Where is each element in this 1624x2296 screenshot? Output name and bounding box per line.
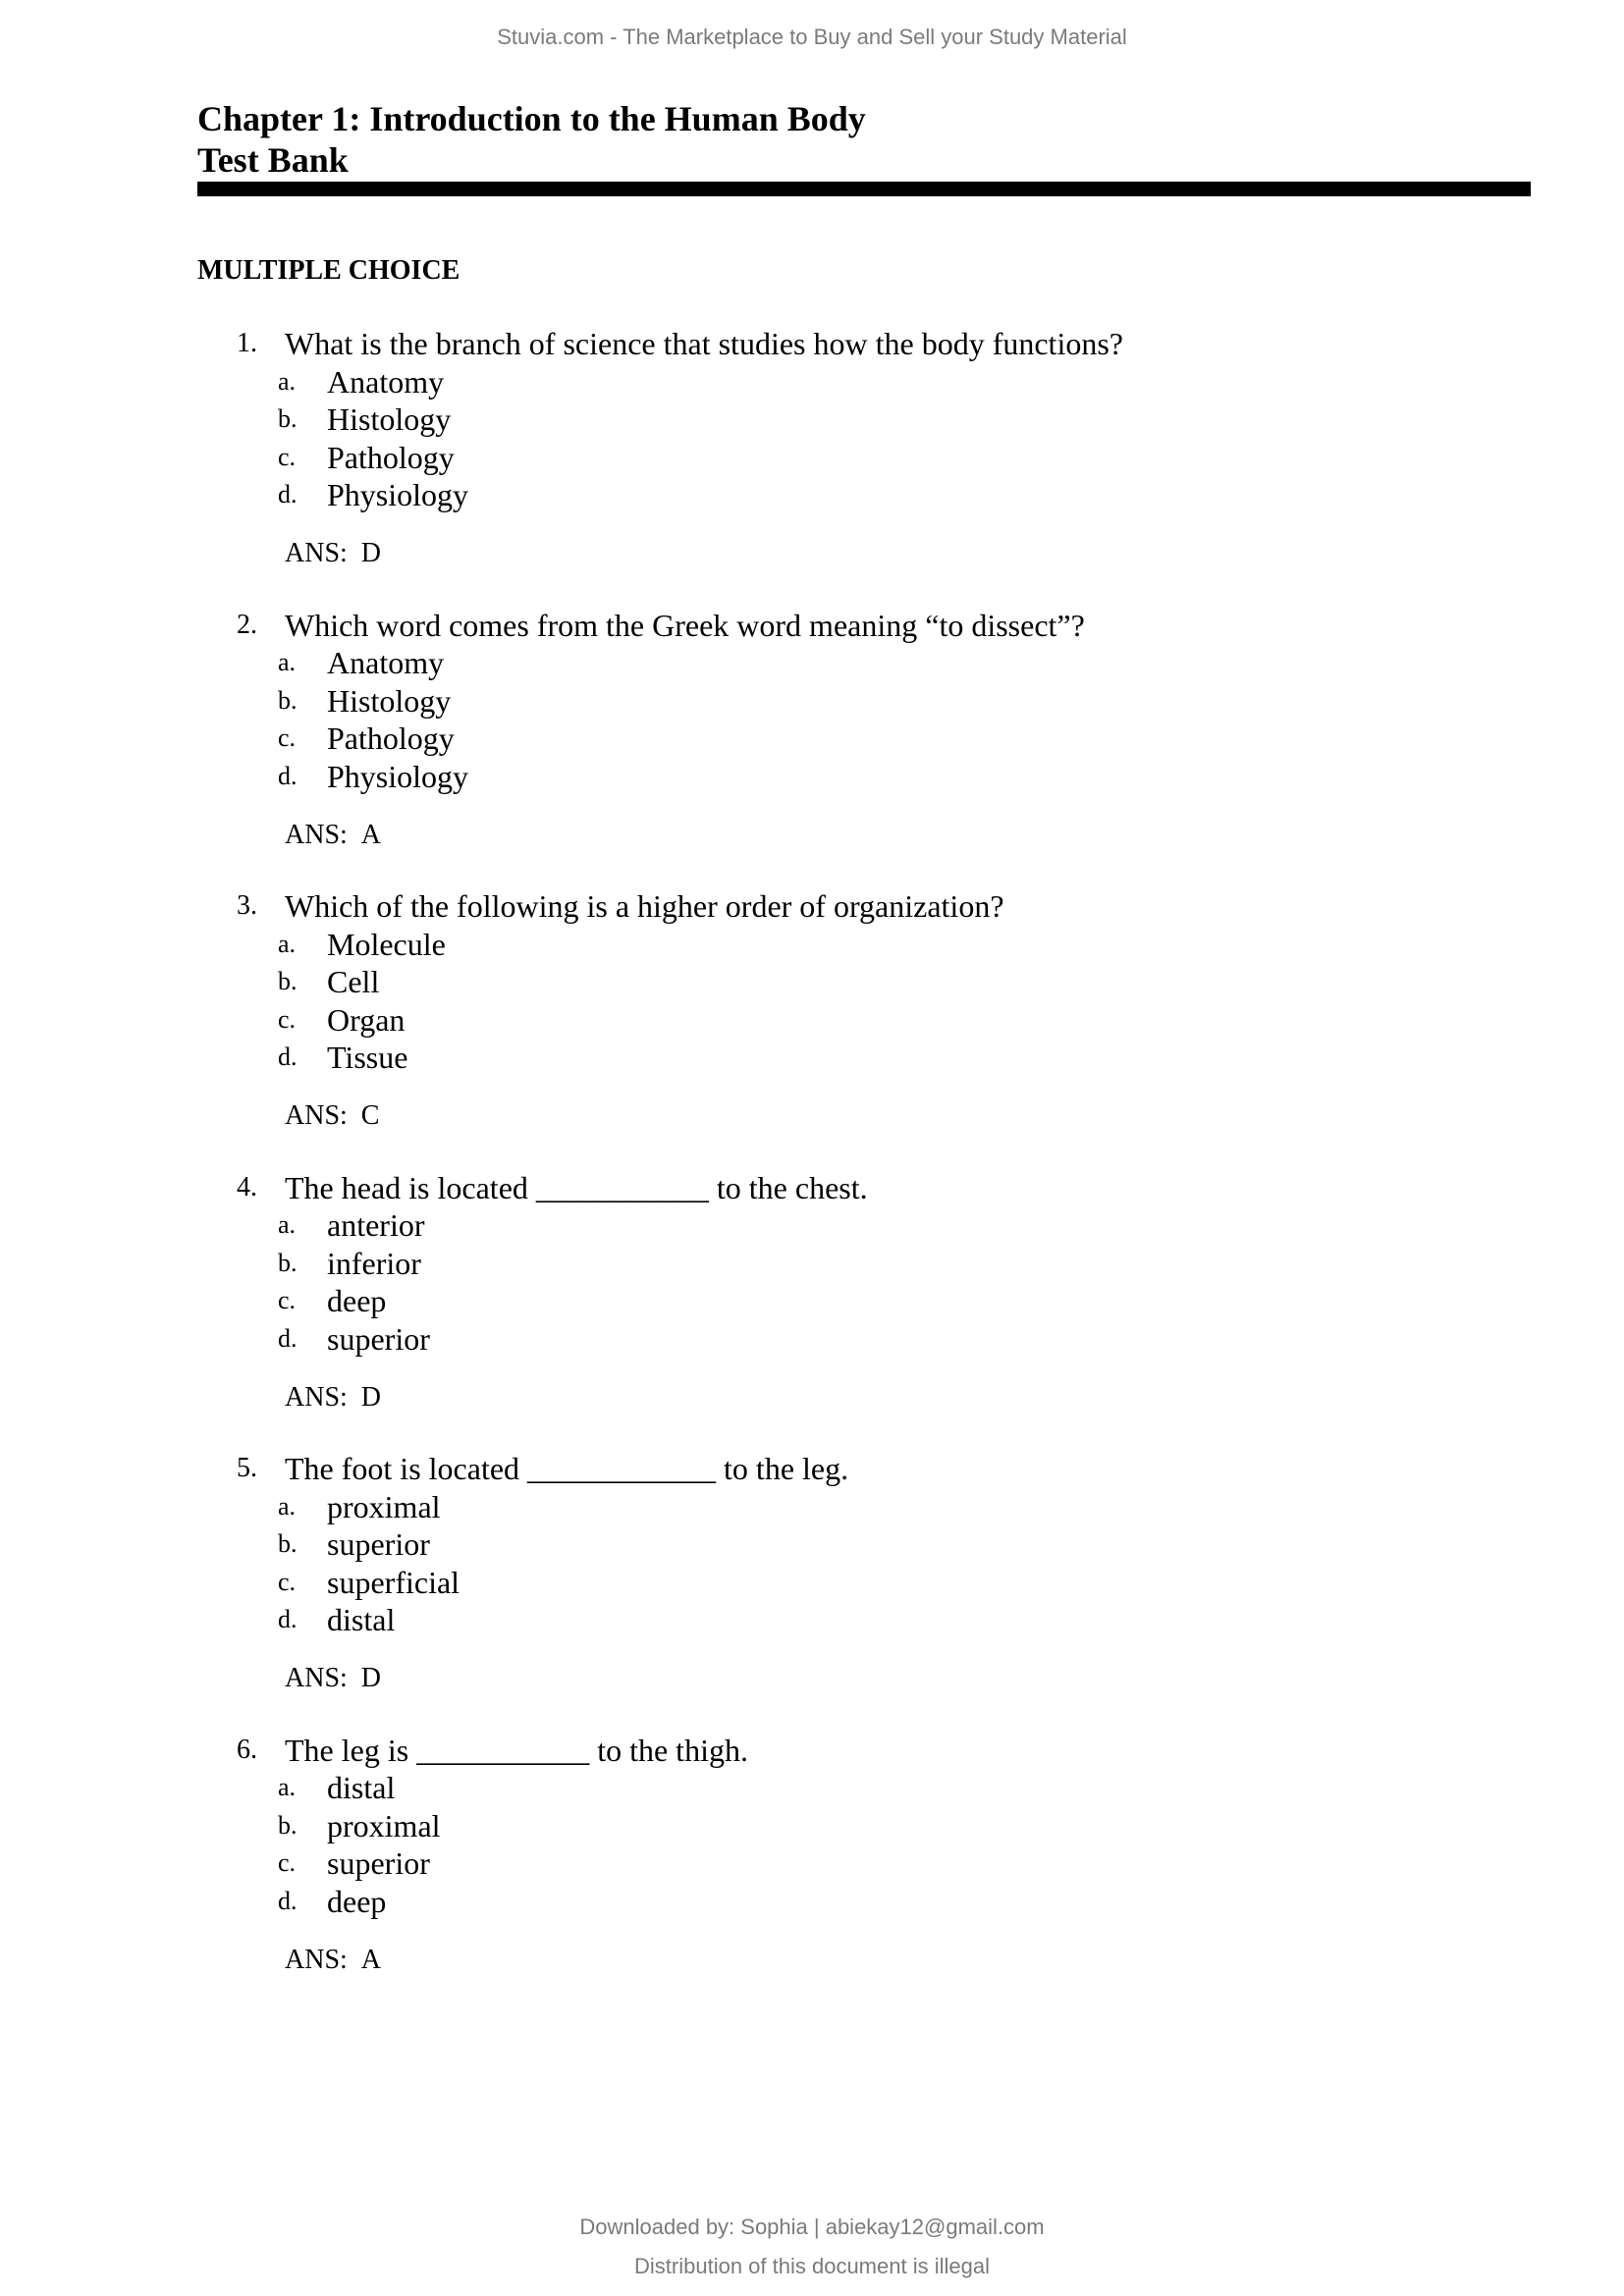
option-text: Histology (327, 682, 452, 719)
question-number: 3. (237, 890, 257, 921)
ans-label: ANS: (285, 1381, 348, 1413)
ans-value: D (360, 1663, 382, 1693)
title-divider (197, 182, 1531, 196)
question-text: Which of the following is a higher order of organization? (285, 888, 1004, 924)
option-text: proximal (327, 1488, 441, 1524)
question-number: 2. (237, 609, 257, 640)
option-text: Anatomy (327, 645, 445, 680)
question-text: The head is located ___________ to the chest. (285, 1169, 868, 1205)
option-text: superior (327, 1526, 430, 1562)
option-text: Organ (327, 1001, 406, 1038)
page-title (197, 98, 866, 181)
option-letter: a. (278, 366, 297, 396)
question-text: The foot is located ____________ to the leg. (285, 1451, 849, 1486)
option-text: superficial (327, 1564, 460, 1600)
question-number: 1. (237, 328, 257, 358)
ans-label: ANS: (285, 1944, 348, 1975)
option-text: distal (327, 1602, 396, 1637)
answer-key (285, 1379, 381, 1417)
option-text: deep (327, 1283, 387, 1318)
option-letter: a. (278, 1210, 297, 1239)
section-heading: MULTIPLE CHOICE (197, 255, 460, 286)
answer-key (285, 1660, 381, 1698)
option-text: Molecule (327, 926, 446, 962)
ans-label: ANS: (285, 538, 348, 568)
answer-key (285, 1942, 381, 1980)
ans-label: ANS: (285, 1663, 348, 1693)
option-letter: a. (278, 929, 297, 958)
question-number: 5. (237, 1453, 257, 1483)
option-letter: c. (278, 1848, 297, 1877)
option-text: Cell (327, 964, 380, 999)
question-item (0, 1732, 1624, 2013)
title-chapter: Chapter 1: Introduction to the Human Body (197, 99, 866, 138)
option-letter: d. (278, 1886, 298, 1915)
ans-label: ANS: (285, 1100, 348, 1131)
option-letter: b. (278, 967, 298, 995)
option-text: Histology (327, 401, 452, 437)
option-letter: d. (278, 480, 298, 508)
question-text: Which word comes from the Greek word meaning “to dissect”? (285, 607, 1085, 643)
option-text: deep (327, 1883, 387, 1919)
option-letter: a. (278, 1491, 297, 1521)
option-text: Physiology (327, 477, 469, 512)
option-text: inferior (327, 1245, 421, 1281)
option-text: Pathology (327, 439, 455, 475)
question-item (0, 607, 1624, 888)
option-text: superior (327, 1320, 430, 1357)
ans-value: C (360, 1100, 380, 1131)
option-letter: d. (278, 1323, 298, 1353)
answer-key (285, 535, 381, 573)
header-watermark: Stuvia.com - The Marketplace to Buy and Sell your Study Material (497, 25, 1127, 49)
option-letter: c. (278, 1286, 297, 1314)
ans-value: A (360, 1944, 382, 1975)
footer-downloaded-by: Downloaded by: Sophia | abiekay12@gmail.com (579, 2215, 1045, 2239)
option-letter: a. (278, 1773, 297, 1801)
question-number: 6. (237, 1734, 257, 1765)
option-letter: d. (278, 1605, 298, 1633)
ans-value: D (360, 538, 382, 568)
question-list (0, 325, 1624, 2012)
ans-label: ANS: (285, 819, 348, 850)
option-text: Physiology (327, 758, 469, 794)
option-text: Pathology (327, 721, 455, 756)
question-text: What is the branch of science that studies how the body functions? (285, 326, 1123, 361)
option-text: Tissue (327, 1040, 408, 1075)
option-letter: c. (278, 723, 297, 752)
question-item (0, 887, 1624, 1169)
question-item (0, 1450, 1624, 1732)
question-text: The leg is ___________ to the thigh. (285, 1732, 748, 1768)
option-letter: a. (278, 648, 297, 676)
option-letter: b. (278, 1529, 298, 1558)
title-subtitle: Test Bank (197, 140, 349, 180)
answer-key (285, 1097, 379, 1136)
option-text: proximal (327, 1807, 441, 1843)
option-letter: b. (278, 1810, 298, 1840)
option-text: superior (327, 1845, 430, 1881)
option-letter: c. (278, 1004, 297, 1034)
option-letter: b. (278, 1248, 298, 1277)
option-text: anterior (327, 1207, 425, 1243)
question-number: 4. (237, 1171, 257, 1202)
ans-value: D (360, 1381, 382, 1413)
question-item (0, 1169, 1624, 1451)
option-text: Anatomy (327, 363, 445, 400)
question-item (0, 325, 1624, 607)
footer-distribution-notice: Distribution of this document is illegal (634, 2254, 990, 2278)
option-letter: d. (278, 761, 298, 790)
option-text: distal (327, 1770, 396, 1805)
option-letter: c. (278, 442, 297, 471)
option-letter: d. (278, 1042, 298, 1071)
option-letter: c. (278, 1567, 297, 1596)
answer-key (285, 817, 381, 855)
option-letter: b. (278, 685, 298, 715)
option-letter: b. (278, 404, 298, 433)
ans-value: A (360, 819, 382, 850)
